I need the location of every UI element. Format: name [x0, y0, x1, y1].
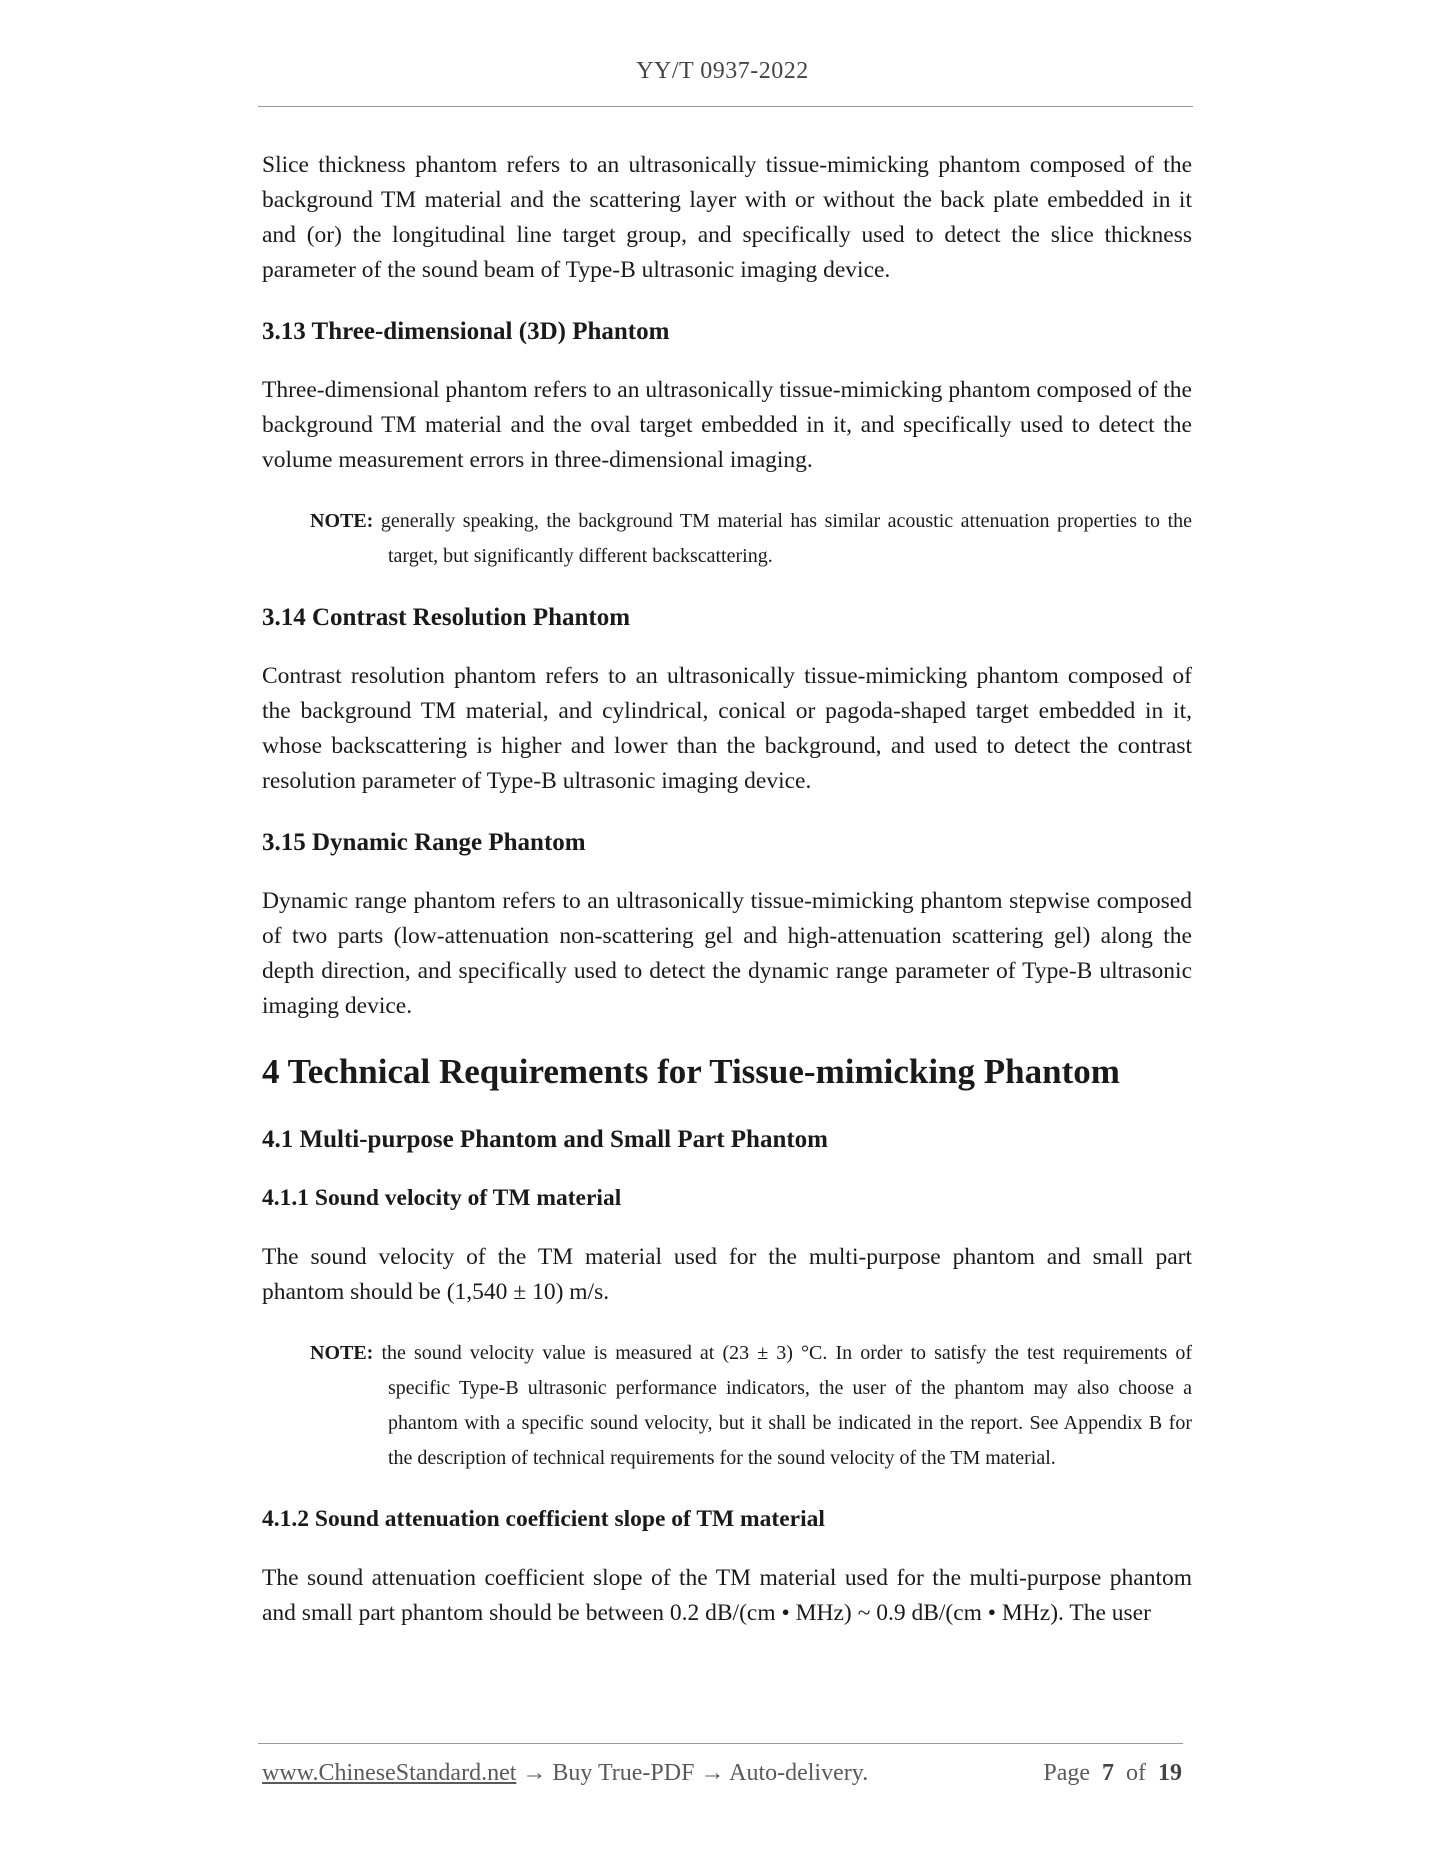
heading-4-1-2: 4.1.2 Sound attenuation coefficient slope of TM material [262, 1506, 825, 1532]
note-text: the sound velocity value is measured at (23 ± 3) °C. In order to satisfy the test requirements of specific Type-B ultrasonic performance indicators, the user of the phantom may also choose a phantom with a specific sound velocity, but it shall be indicated in the report. See Appendix B for the description of technical requirements for the sound velocity of the TM material. [381, 1342, 1192, 1469]
para-3d-phantom: Three-dimensional phantom refers to an ultrasonically tissue-mimicking phantom composed of the background TM material and the oval target embedded in it, and specifically used to detect the volume measurement errors in three-dimensional imaging. [262, 377, 1192, 473]
heading-3-15: 3.15 Dynamic Range Phantom [262, 829, 586, 856]
para-slice-thickness: Slice thickness phantom refers to an ultrasonically tissue-mimicking phantom composed of the background TM material and the scattering layer with or without the back plate embedded in it and (or) the longitudinal line target group, and specifically used to detect the slice thickness parameter of the sound beam of Type-B ultrasonic imaging device. [262, 152, 1192, 283]
heading-3-13: 3.13 Three-dimensional (3D) Phantom [262, 318, 670, 345]
header-divider [258, 106, 1193, 107]
chapter-4-title: 4 Technical Requirements for Tissue-mimicking Phantom [262, 1052, 1120, 1091]
page-indicator [1043, 1760, 1182, 1787]
note-text: generally speaking, the background TM material has similar acoustic attenuation properties to the target, but significantly different backscattering. [380, 510, 1193, 567]
footer-left [262, 1760, 868, 1787]
page-word: Page [1043, 1760, 1090, 1786]
para-contrast-resolution: Contrast resolution phantom refers to an ultrasonically tissue-mimicking phantom composed of the background TM material, and cylindrical, conical or pagoda-shaped target embedded in it, whose backscattering is higher and lower than the background, and used to detect the contrast resolution parameter of Type-B ultrasonic imaging device. [262, 663, 1192, 794]
note-label: NOTE: [310, 510, 374, 532]
note-3-13 [310, 504, 1192, 574]
page-number: 7 [1102, 1760, 1114, 1786]
para-attenuation-slope: The sound attenuation coefficient slope of the TM material used for the multi-purpose phantom and small part phantom should be between 0.2 dB/(cm • MHz) ~ 0.9 dB/(cm • MHz). The user [262, 1565, 1192, 1626]
of-word: of [1126, 1760, 1146, 1786]
note-4-1-1 [310, 1336, 1192, 1476]
footer-tagline: → Buy True-PDF → Auto-delivery. [516, 1760, 869, 1786]
heading-4-1-1: 4.1.1 Sound velocity of TM material [262, 1185, 622, 1211]
footer-site-link[interactable]: www.ChineseStandard.net [262, 1760, 517, 1786]
heading-3-14: 3.14 Contrast Resolution Phantom [262, 604, 631, 631]
footer-divider [258, 1743, 1183, 1744]
para-dynamic-range: Dynamic range phantom refers to an ultrasonically tissue-mimicking phantom stepwise composed of two parts (low-attenuation non-scattering gel and high-attenuation scattering gel) along the depth direction, and specifically used to detect the dynamic range parameter of Type-B ultrasonic imaging device. [262, 888, 1192, 1019]
para-sound-velocity: The sound velocity of the TM material used for the multi-purpose phantom and small part phantom should be (1,540 ± 10) m/s. [262, 1244, 1192, 1305]
note-label: NOTE: [310, 1342, 374, 1364]
header-doc-code: YY/T 0937-2022 [636, 58, 809, 84]
page-content [262, 148, 1192, 1657]
heading-4-1: 4.1 Multi-purpose Phantom and Small Part Phantom [262, 1126, 829, 1153]
page-total: 19 [1158, 1760, 1182, 1786]
